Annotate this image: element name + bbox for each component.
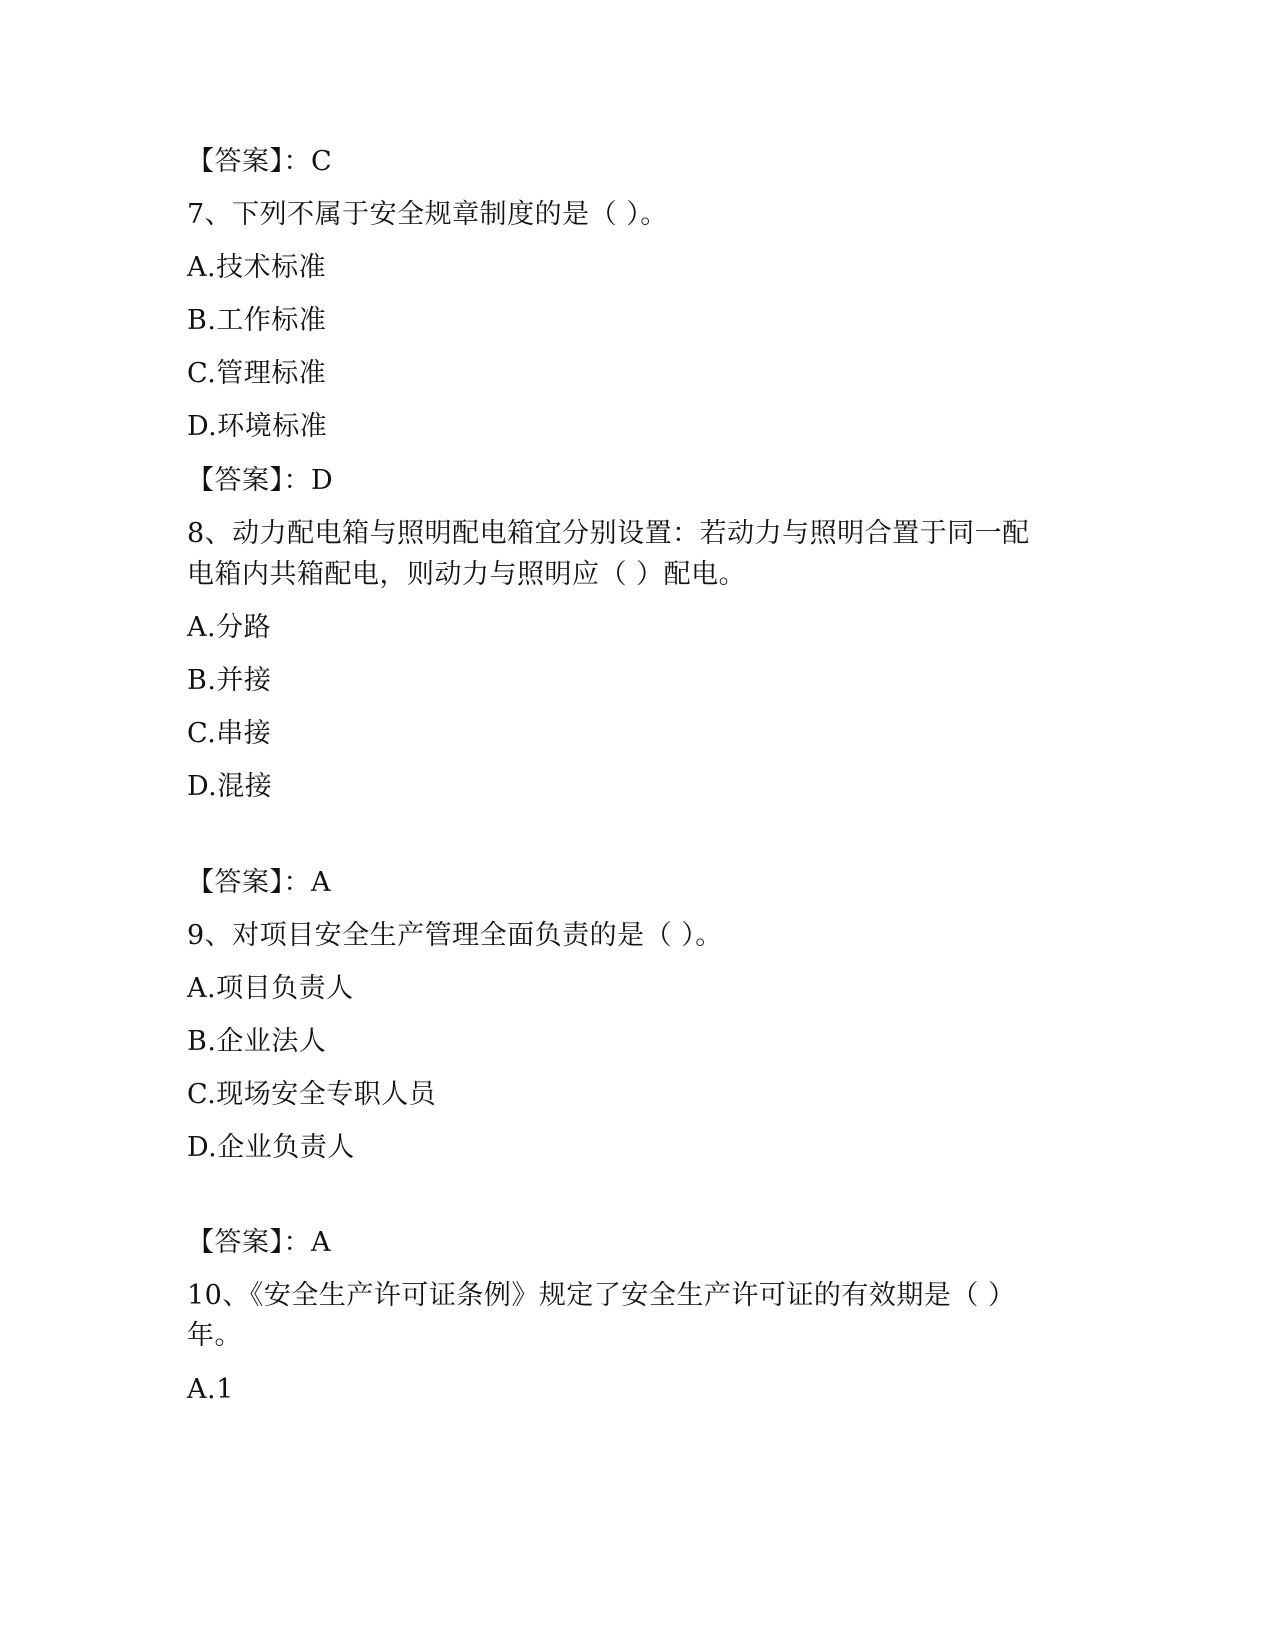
option-c: C.管理标准 — [187, 358, 327, 389]
question-10: 10、《安全生产许可证条例》规定了安全生产许可证的有效期是（ ） — [187, 1280, 1016, 1311]
option-a: A.1 — [187, 1374, 234, 1405]
option-d: D.企业负责人 — [187, 1132, 355, 1163]
question-8-continued: 电箱内共箱配电，则动力与照明应（ ）配电。 — [187, 559, 747, 590]
option-b: B.企业法人 — [187, 1026, 327, 1057]
option-d: D.环境标准 — [187, 411, 328, 442]
option-a: A.分路 — [187, 612, 272, 643]
option-b: B.工作标准 — [187, 305, 327, 336]
option-d: D.混接 — [187, 771, 273, 802]
question-9: 9、对项目安全生产管理全面负责的是（ ）。 — [187, 920, 723, 951]
answer-line: 【答案】：A — [187, 867, 331, 898]
question-7: 7、下列不属于安全规章制度的是（ ）。 — [187, 199, 668, 230]
option-b: B.并接 — [187, 665, 272, 696]
option-c: C.串接 — [187, 718, 272, 749]
answer-line: 【答案】：C — [187, 146, 333, 177]
option-a: A.项目负责人 — [187, 973, 354, 1004]
option-c: C.现场安全专职人员 — [187, 1079, 437, 1110]
question-10-continued: 年。 — [187, 1320, 242, 1351]
answer-line: 【答案】：A — [187, 1227, 331, 1258]
answer-line: 【答案】：D — [187, 465, 334, 496]
question-8: 8、动力配电箱与照明配电箱宜分别设置：若动力与照明合置于同一配 — [187, 518, 1030, 549]
option-a: A.技术标准 — [187, 252, 327, 283]
